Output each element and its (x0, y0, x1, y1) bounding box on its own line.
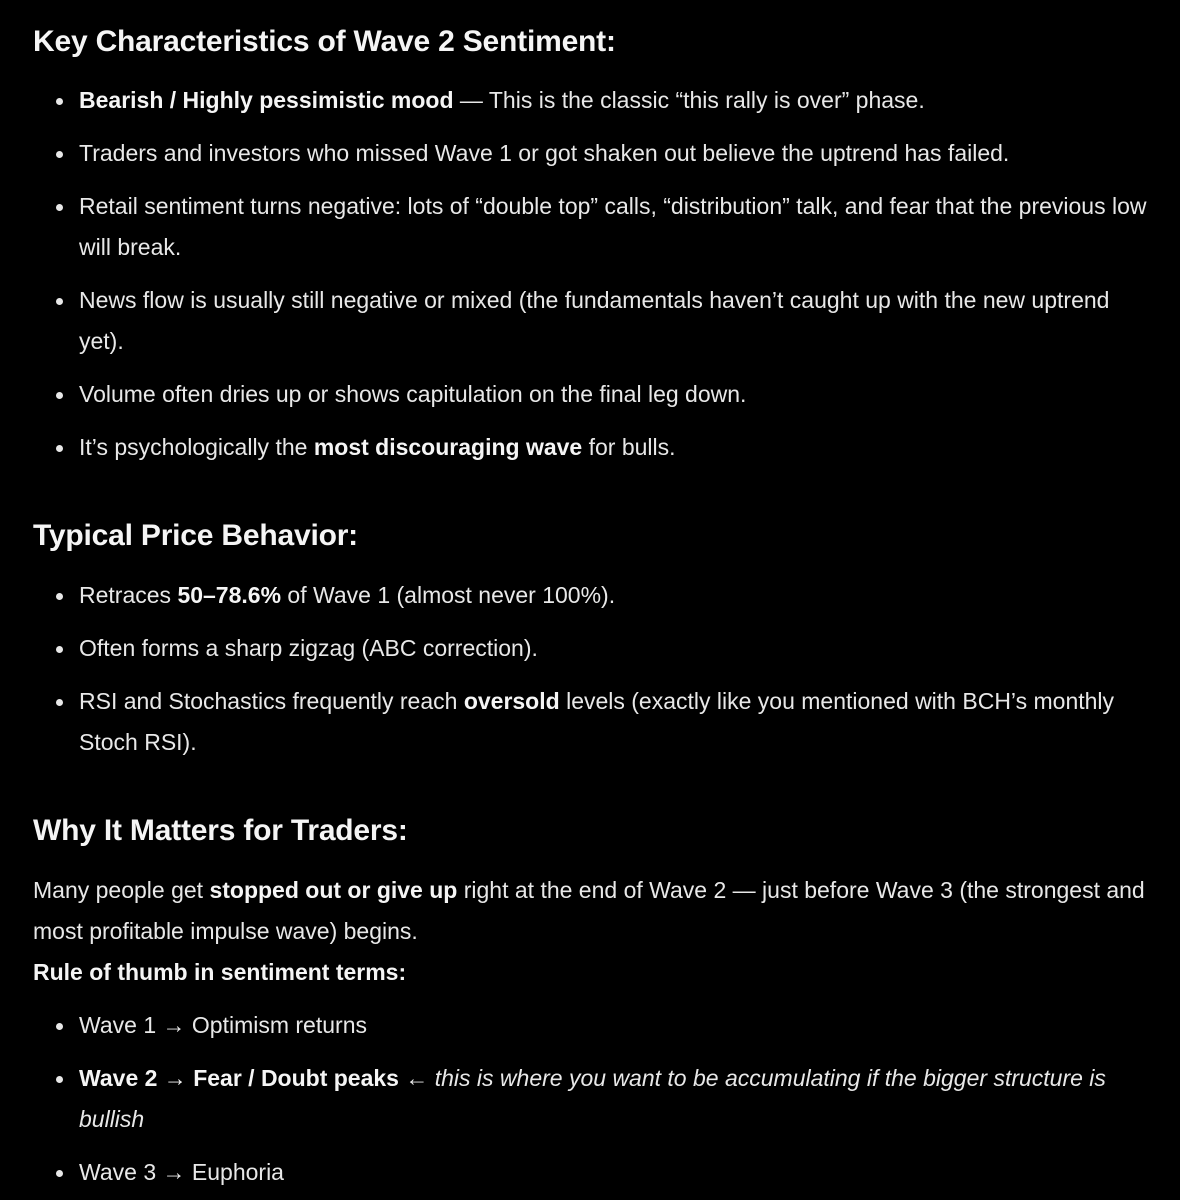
bold-text: Bearish / Highly pessimistic mood (79, 87, 454, 113)
list-item (33, 1152, 1160, 1193)
bold-text: stopped out or give up (209, 877, 458, 903)
list-item (33, 575, 1160, 616)
paragraph-text: Many people get (33, 877, 210, 903)
list-item (33, 1005, 1160, 1046)
list-item (33, 280, 1160, 362)
item-text: — This is the classic “this rally is over” phase. (453, 87, 925, 113)
bold-text: Rule of thumb in sentiment terms: (33, 959, 407, 985)
item-text: Volume often dries up or shows capitulation on the final leg down. (79, 381, 747, 407)
item-text: Retraces (79, 582, 178, 608)
list-item (33, 681, 1160, 763)
list-item (33, 427, 1160, 468)
rule-of-thumb-list (33, 1005, 1160, 1193)
italic-text: this is where you want to be accumulating if the bigger structure is bullish (79, 1065, 1106, 1132)
bold-text: oversold (463, 688, 560, 714)
list-item (33, 374, 1160, 415)
item-text: Retail sentiment turns negative: lots of “double top” calls, “distribution” talk, and fear that the previous low will break. (79, 193, 1147, 260)
item-text: News flow is usually still negative or mixed (the fundamentals haven’t caught up with the new uptrend yet). (79, 287, 1110, 354)
section-heading-price-behavior: Typical Price Behavior: (33, 519, 358, 552)
list-item (33, 1058, 1160, 1140)
key-characteristics-list (33, 80, 1160, 468)
section-heading-key-characteristics: Key Characteristics of Wave 2 Sentiment: (33, 25, 616, 58)
item-text: of Wave 1 (almost never 100%). (281, 582, 616, 608)
item-text: Traders and investors who missed Wave 1 or got shaken out believe the uptrend has failed. (79, 140, 1010, 166)
section-heading-why-it-matters: Why It Matters for Traders: (33, 814, 408, 847)
why-paragraph (33, 870, 1160, 952)
price-behavior-list (33, 575, 1160, 763)
item-text: Often forms a sharp zigzag (ABC correction). (79, 635, 538, 661)
list-item (33, 186, 1160, 268)
rule-of-thumb-label (33, 952, 1160, 993)
item-text: ← (398, 1065, 435, 1091)
list-item (33, 133, 1160, 174)
list-item (33, 80, 1160, 121)
item-text: for bulls. (582, 434, 676, 460)
paragraph-text: right at the end of Wave 2 — just before Wave 3 (the strongest and most profitable impulse wave) begins. (33, 877, 1145, 944)
bold-text: 50–78.6% (177, 582, 282, 608)
item-text: levels (exactly like you mentioned with BCH’s monthly Stoch RSI). (79, 688, 1115, 755)
bold-text: most discouraging wave (313, 434, 583, 460)
list-item (33, 628, 1160, 669)
bold-text: Wave 2 → Fear / Doubt peaks (79, 1065, 399, 1091)
item-text: Wave 1 → Optimism returns (79, 1012, 367, 1038)
item-text: Wave 3 → Euphoria (79, 1159, 284, 1185)
item-text: It’s psychologically the (79, 434, 314, 460)
item-text: RSI and Stochastics frequently reach (79, 688, 464, 714)
